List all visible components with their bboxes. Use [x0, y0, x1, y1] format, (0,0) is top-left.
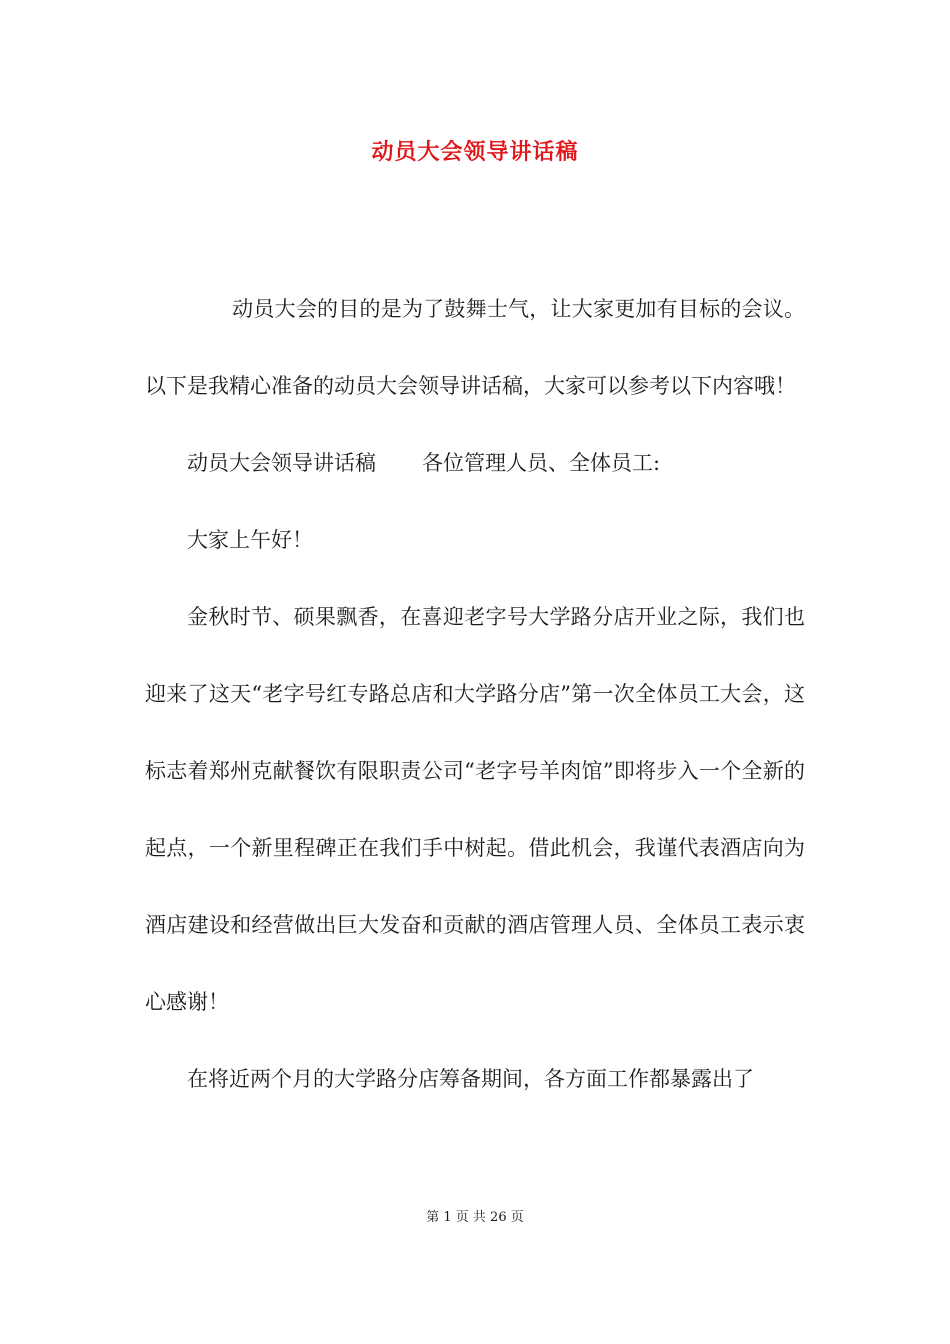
document-title: 动员大会领导讲话稿	[371, 140, 579, 165]
speech-heading: 动员大会领导讲话稿	[187, 451, 376, 475]
intro-paragraph: 动员大会的目的是为了鼓舞士气，让大家更加有目标的会议。以下是我精心准备的动员大会领导讲话稿，大家可以参考以下内容哦！	[145, 297, 805, 398]
document-body	[145, 271, 805, 1118]
page-footer: 第 1 页 共 26 页	[426, 1210, 524, 1225]
body-paragraph-1: 金秋时节、硕果飘香，在喜迎老字号大学路分店开业之际，我们也迎来了这天“老字号红专路总店和大学路分店”第一次全体员工大会，这标志着郑州克献餐饮有限职责公司“老字号羊肉馆”即将步入一个全新的起点，一个新里程碑正在我们手中树起。借此机会，我谨代表酒店向为酒店建设和经营做出巨大发奋和贡献的酒店管理人员、全体员工表示衷心感谢！	[145, 605, 805, 1014]
speech-heading-line	[145, 425, 805, 502]
body-paragraph-2: 在将近两个月的大学路分店筹备期间，各方面工作都暴露出了	[187, 1067, 754, 1091]
greeting-paragraph: 大家上午好！	[187, 528, 313, 552]
salutation: 各位管理人员、全体员工:	[422, 451, 661, 475]
